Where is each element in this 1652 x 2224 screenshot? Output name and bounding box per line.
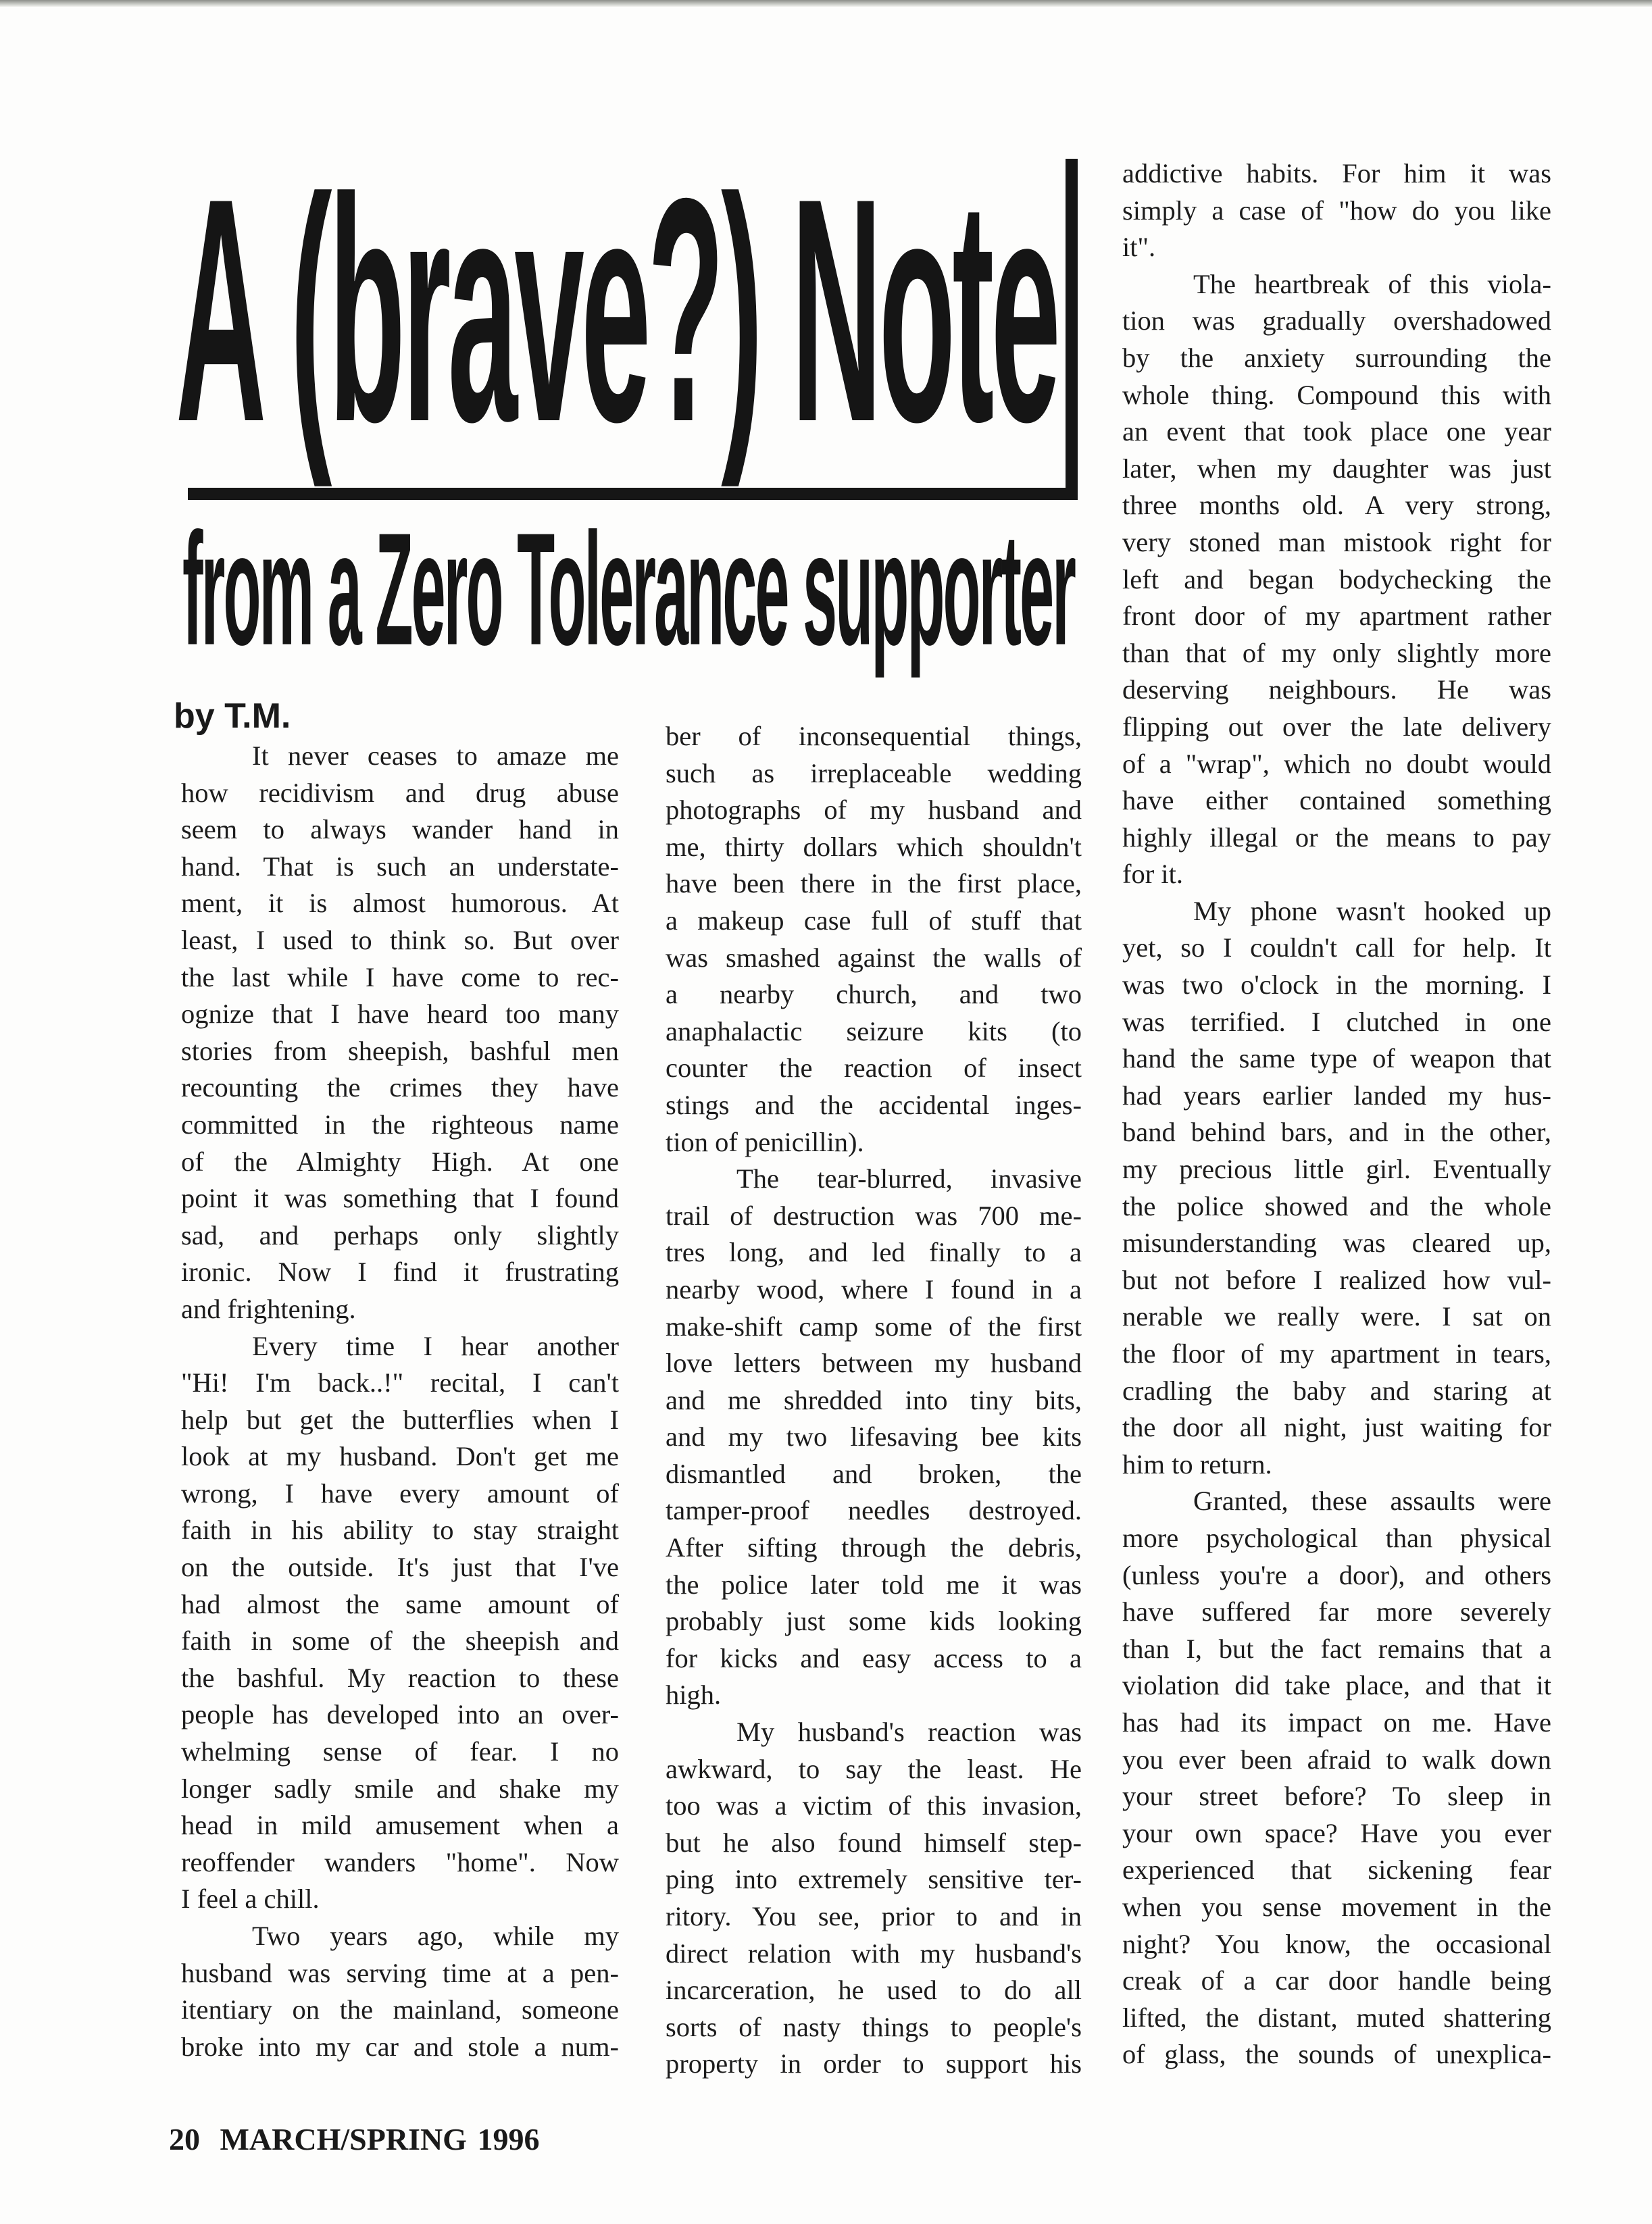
text-line: It never ceases to amaze me (252, 740, 619, 771)
text-line: the police showed and the whole (1122, 1190, 1551, 1221)
text-line: love letters between my husband (666, 1348, 1082, 1379)
text-line: me, thirty dollars which shouldn't (666, 831, 1082, 862)
text-line: more psychological than physical (1122, 1522, 1551, 1553)
text-line: your own space? Have you ever (1122, 1817, 1551, 1848)
text-line: The tear-blurred, invasive (736, 1163, 1082, 1194)
text-line: hand the same type of weapon that (1122, 1043, 1551, 1074)
text-line: itentiary on the mainland, someone (181, 1994, 619, 2025)
text-line: Two years ago, while my (252, 1921, 619, 1951)
text-line: band behind bars, and in the other, (1122, 1117, 1551, 1148)
text-line: My husband's reaction was (736, 1717, 1082, 1748)
text-line: front door of my apartment rather (1122, 601, 1551, 632)
text-column-3 (1122, 155, 1551, 2073)
text-line: ritory. You see, prior to and in (666, 1901, 1082, 1931)
paragraph (666, 1161, 1082, 1714)
text-line: After sifting through the debris, (666, 1532, 1082, 1563)
paragraph (666, 718, 1082, 1161)
text-line: deserving neighbours. He was (1122, 674, 1551, 705)
text-line: for it. (1122, 859, 1183, 890)
text-line: Granted, these assaults were (1193, 1486, 1551, 1517)
text-line: but he also found himself step- (666, 1827, 1082, 1858)
text-line: ironic. Now I find it frustrating (181, 1257, 619, 1288)
text-line: high. (666, 1679, 722, 1711)
article-subtitle (176, 500, 1081, 680)
text-line: have either contained something (1122, 785, 1551, 816)
text-line: photographs of my husband and (666, 794, 1082, 826)
text-line: your street before? To sleep in (1122, 1781, 1551, 1812)
scan-edge (0, 0, 1652, 7)
text-line: committed in the righteous name (181, 1109, 619, 1140)
text-line: than I, but the fact remains that a (1122, 1633, 1551, 1664)
text-line: of a "wrap", which no doubt would (1122, 748, 1551, 779)
text-line: a nearby church, and two (666, 979, 1082, 1010)
text-line: had almost the same amount of (181, 1588, 619, 1619)
text-line: look at my husband. Don't get me (181, 1441, 619, 1472)
paragraph (181, 1328, 619, 1919)
text-line: least, I used to think so. But over (181, 924, 619, 955)
text-line: probably just some kids looking (666, 1606, 1082, 1637)
text-line: for kicks and easy access to a (666, 1642, 1082, 1673)
text-line: you ever been afraid to walk down (1122, 1744, 1551, 1775)
text-line: later, when my daughter was just (1122, 453, 1551, 484)
text-line: too was a victim of this invasion, (666, 1790, 1082, 1821)
text-line: the door all night, just waiting for (1122, 1412, 1551, 1443)
text-line: direct relation with my husband's (666, 1938, 1082, 1969)
text-line: how recidivism and drug abuse (181, 777, 619, 808)
text-line: ber of inconsequential things, (666, 721, 1082, 751)
paragraph (1122, 893, 1551, 1484)
text-line: tion was gradually overshadowed (1122, 305, 1551, 336)
article-subtitle-text: from a Zero Tolerance supporter (182, 500, 1074, 680)
text-line: ping into extremely sensitive ter- (666, 1864, 1082, 1895)
article-title-block (176, 132, 1084, 680)
text-line: ment, it is almost humorous. At (181, 888, 619, 919)
text-line: point it was something that I found (181, 1183, 619, 1214)
text-line: have been there in the first place, (666, 868, 1082, 899)
text-line: hand. That is such an understate- (181, 851, 619, 882)
paragraph (666, 1714, 1082, 2083)
text-line: tamper-proof needles destroyed. (666, 1495, 1082, 1526)
text-line: a makeup case full of stuff that (666, 905, 1082, 936)
page-footer (169, 2121, 539, 2157)
text-line: help but get the butterflies when I (181, 1404, 619, 1435)
text-line: stories from sheepish, bashful men (181, 1035, 619, 1066)
text-line: My phone wasn't hooked up (1193, 895, 1551, 926)
article-title-text: A (brave?) Note (176, 132, 1057, 488)
text-line: than that of my only slightly more (1122, 637, 1551, 668)
text-line: dismantled and broken, the (666, 1458, 1082, 1489)
text-line: experienced that sickening fear (1122, 1854, 1551, 1886)
paragraph (1122, 266, 1551, 893)
text-line: had years earlier landed my hus- (1122, 1080, 1551, 1111)
text-line: left and began bodychecking the (1122, 563, 1551, 595)
text-line: have suffered far more severely (1122, 1596, 1551, 1627)
page-number: 20 (169, 2122, 200, 2156)
text-line: creak of a car door handle being (1122, 1965, 1551, 1996)
text-line: but not before I realized how vul- (1122, 1264, 1551, 1295)
text-line: property in order to support his (666, 2048, 1082, 2079)
text-line: of the Almighty High. At one (181, 1146, 619, 1177)
text-line: him to return. (1122, 1448, 1272, 1480)
paragraph (1122, 155, 1551, 266)
text-line: longer sadly smile and shake my (181, 1773, 619, 1804)
text-line: sorts of nasty things to people's (666, 2011, 1082, 2042)
text-line: husband was serving time at a pen- (181, 1957, 619, 1988)
text-line: faith in his ability to stay straight (181, 1515, 619, 1546)
text-line: anaphalactic seizure kits (to (666, 1015, 1082, 1046)
text-line: three months old. A very strong, (1122, 490, 1551, 521)
text-line: nearby wood, where I found in a (666, 1273, 1082, 1305)
text-line: was terrified. I clutched in one (1122, 1006, 1551, 1037)
text-line: The heartbreak of this viola- (1193, 268, 1551, 299)
text-line: (unless you're a door), and others (1122, 1559, 1551, 1590)
text-line: tres long, and led finally to a (666, 1237, 1082, 1268)
text-line: counter the reaction of insect (666, 1053, 1082, 1084)
text-line: misunderstanding was cleared up, (1122, 1228, 1551, 1259)
paragraph (1122, 1483, 1551, 2073)
text-line: faith in some of the sheepish and (181, 1625, 619, 1657)
text-line: head in mild amusement when a (181, 1810, 619, 1841)
text-line: I feel a chill. (181, 1884, 320, 1915)
text-line: was two o'clock in the morning. I (1122, 969, 1551, 1001)
text-line: on the outside. It's just that I've (181, 1552, 619, 1583)
text-line: an event that took place one year (1122, 416, 1551, 447)
text-line: was smashed against the walls of (666, 942, 1082, 973)
text-line: Every time I hear another (252, 1330, 619, 1361)
text-line: my precious little girl. Eventually (1122, 1154, 1551, 1185)
text-line: by the anxiety surrounding the (1122, 342, 1551, 373)
text-line: lifted, the distant, muted shattering (1122, 2002, 1551, 2033)
text-line: when you sense movement in the (1122, 1891, 1551, 1922)
text-line: the floor of my apartment in tears, (1122, 1338, 1551, 1369)
text-line: cradling the baby and staring at (1122, 1375, 1551, 1406)
text-line: "Hi! I'm back..!" recital, I can't (181, 1367, 619, 1398)
text-line: the last while I have come to rec- (181, 961, 619, 992)
text-line: recounting the crimes they have (181, 1072, 619, 1103)
text-line: such as irreplaceable wedding (666, 757, 1082, 788)
text-line: night? You know, the occasional (1122, 1928, 1551, 1959)
text-line: awkward, to say the least. He (666, 1753, 1082, 1784)
text-line: reoffender wanders "home". Now (181, 1846, 619, 1877)
text-line: tion of penicillin). (666, 1126, 864, 1157)
byline: by T.M. (174, 697, 291, 736)
text-line: nerable we really were. I sat on (1122, 1301, 1551, 1332)
article-title (176, 132, 1068, 488)
text-line: broke into my car and stole a num- (181, 2031, 619, 2062)
text-line: people has developed into an over- (181, 1699, 619, 1730)
title-rule-horizontal (188, 488, 1078, 500)
text-line: flipping out over the late delivery (1122, 711, 1551, 742)
text-line: and me shredded into tiny bits, (666, 1384, 1082, 1415)
text-line: and my two lifesaving bee kits (666, 1421, 1082, 1452)
text-line: highly illegal or the means to pay (1122, 822, 1551, 853)
text-line: of glass, the sounds of unexplica- (1122, 2039, 1551, 2070)
text-line: whelming sense of fear. I no (181, 1736, 619, 1767)
paragraph (181, 738, 619, 1328)
text-line: whole thing. Compound this with (1122, 379, 1551, 410)
text-line: the police later told me it was (666, 1569, 1082, 1600)
text-line: has had its impact on me. Have (1122, 1707, 1551, 1738)
text-line: and frightening. (181, 1293, 356, 1324)
text-line: addictive habits. For him it was (1122, 158, 1551, 188)
text-line: it". (1122, 232, 1156, 263)
text-line: sad, and perhaps only slightly (181, 1219, 619, 1250)
text-line: incarceration, he used to do all (666, 1975, 1082, 2006)
text-line: trail of destruction was 700 me- (666, 1200, 1082, 1231)
text-line: ognize that I have heard too many (181, 999, 619, 1030)
text-line: violation did take place, and that it (1122, 1670, 1551, 1701)
text-line: yet, so I couldn't call for help. It (1122, 932, 1551, 963)
text-line: stings and the accidental inges- (666, 1089, 1082, 1120)
paragraph (181, 1918, 619, 2065)
text-line: the bashful. My reaction to these (181, 1662, 619, 1693)
text-column-2 (666, 718, 1082, 2083)
issue-label: MARCH/SPRING 1996 (220, 2122, 540, 2156)
text-line: wrong, I have every amount of (181, 1477, 619, 1509)
text-line: very stoned man mistook right for (1122, 526, 1551, 557)
title-rule-vertical (1066, 159, 1078, 500)
text-line: simply a case of "how do you like (1122, 195, 1551, 226)
text-column-1 (181, 738, 619, 2065)
text-line: seem to always wander hand in (181, 814, 619, 845)
text-line: make-shift camp some of the first (666, 1311, 1082, 1342)
